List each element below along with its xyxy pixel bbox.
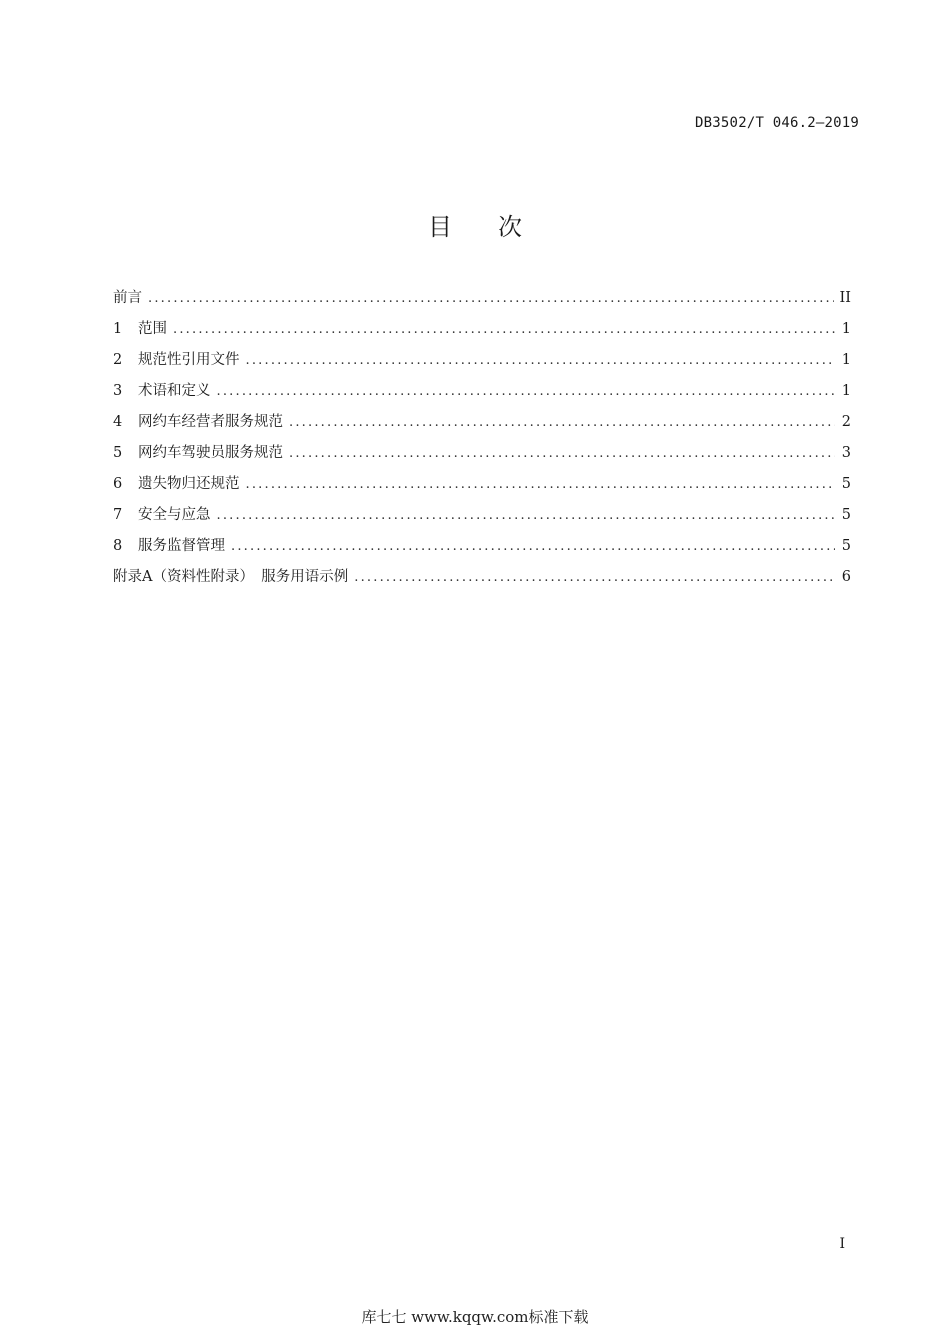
toc-entry-number: 2 xyxy=(113,352,123,368)
toc-entry-label: 服务监督管理 xyxy=(138,538,225,554)
toc-entry-page: 2 xyxy=(841,414,851,430)
toc-title: 目次 xyxy=(428,213,568,241)
dot-leader xyxy=(217,380,836,404)
dot-leader xyxy=(217,504,836,528)
footer-watermark: 库七七 www.kqqw.com标准下载 xyxy=(361,1308,589,1326)
toc-entry-appendix-a[interactable] xyxy=(113,565,851,596)
toc-entry-page: 1 xyxy=(841,383,851,399)
toc-entry-number: 6 xyxy=(113,476,123,492)
toc-entry-number: 8 xyxy=(113,538,123,554)
toc-entry-label: 网约车经营者服务规范 xyxy=(138,414,283,430)
toc-entry-label: 网约车驾驶员服务规范 xyxy=(138,445,283,461)
toc-entry-number: 4 xyxy=(113,414,123,430)
dot-leader xyxy=(246,349,836,373)
toc-entry-page: II xyxy=(839,290,851,306)
toc-entry-number: 3 xyxy=(113,383,123,399)
toc-entry-page: 5 xyxy=(841,507,851,523)
toc-entry-5[interactable] xyxy=(113,441,851,472)
toc-entry-label: 术语和定义 xyxy=(138,383,211,399)
toc-entry-label: 遗失物归还规范 xyxy=(138,476,240,492)
toc-entry-label: 前言 xyxy=(113,290,142,306)
toc-entry-page: 3 xyxy=(841,445,851,461)
toc-entry-1[interactable] xyxy=(113,317,851,348)
toc-entry-number: 7 xyxy=(113,507,123,523)
toc-entry-page: 5 xyxy=(841,538,851,554)
toc-entry-page: 5 xyxy=(841,476,851,492)
toc-entry-number: 5 xyxy=(113,445,123,461)
toc-entry-4[interactable] xyxy=(113,410,851,441)
toc-entry-foreword[interactable] xyxy=(113,286,851,317)
page-number: I xyxy=(839,1236,845,1252)
toc-entry-label: 安全与应急 xyxy=(138,507,211,523)
table-of-contents xyxy=(113,286,851,596)
dot-leader xyxy=(289,442,835,466)
toc-entry-8[interactable] xyxy=(113,534,851,565)
dot-leader xyxy=(148,287,834,311)
toc-entry-6[interactable] xyxy=(113,472,851,503)
dot-leader xyxy=(354,566,835,590)
toc-entry-3[interactable] xyxy=(113,379,851,410)
toc-entry-page: 6 xyxy=(841,569,851,585)
dot-leader xyxy=(289,411,835,435)
toc-entry-page: 1 xyxy=(841,352,851,368)
dot-leader xyxy=(173,318,835,342)
document-code: DB3502/T 046.2—2019 xyxy=(695,115,859,131)
toc-entry-label: 规范性引用文件 xyxy=(138,352,240,368)
dot-leader xyxy=(231,535,835,559)
toc-entry-label: 附录A（资料性附录） 服务用语示例 xyxy=(113,569,349,585)
toc-entry-2[interactable] xyxy=(113,348,851,379)
dot-leader xyxy=(246,473,836,497)
toc-entry-label: 范围 xyxy=(138,321,167,337)
toc-entry-page: 1 xyxy=(841,321,851,337)
toc-entry-number: 1 xyxy=(113,321,123,337)
toc-entry-7[interactable] xyxy=(113,503,851,534)
